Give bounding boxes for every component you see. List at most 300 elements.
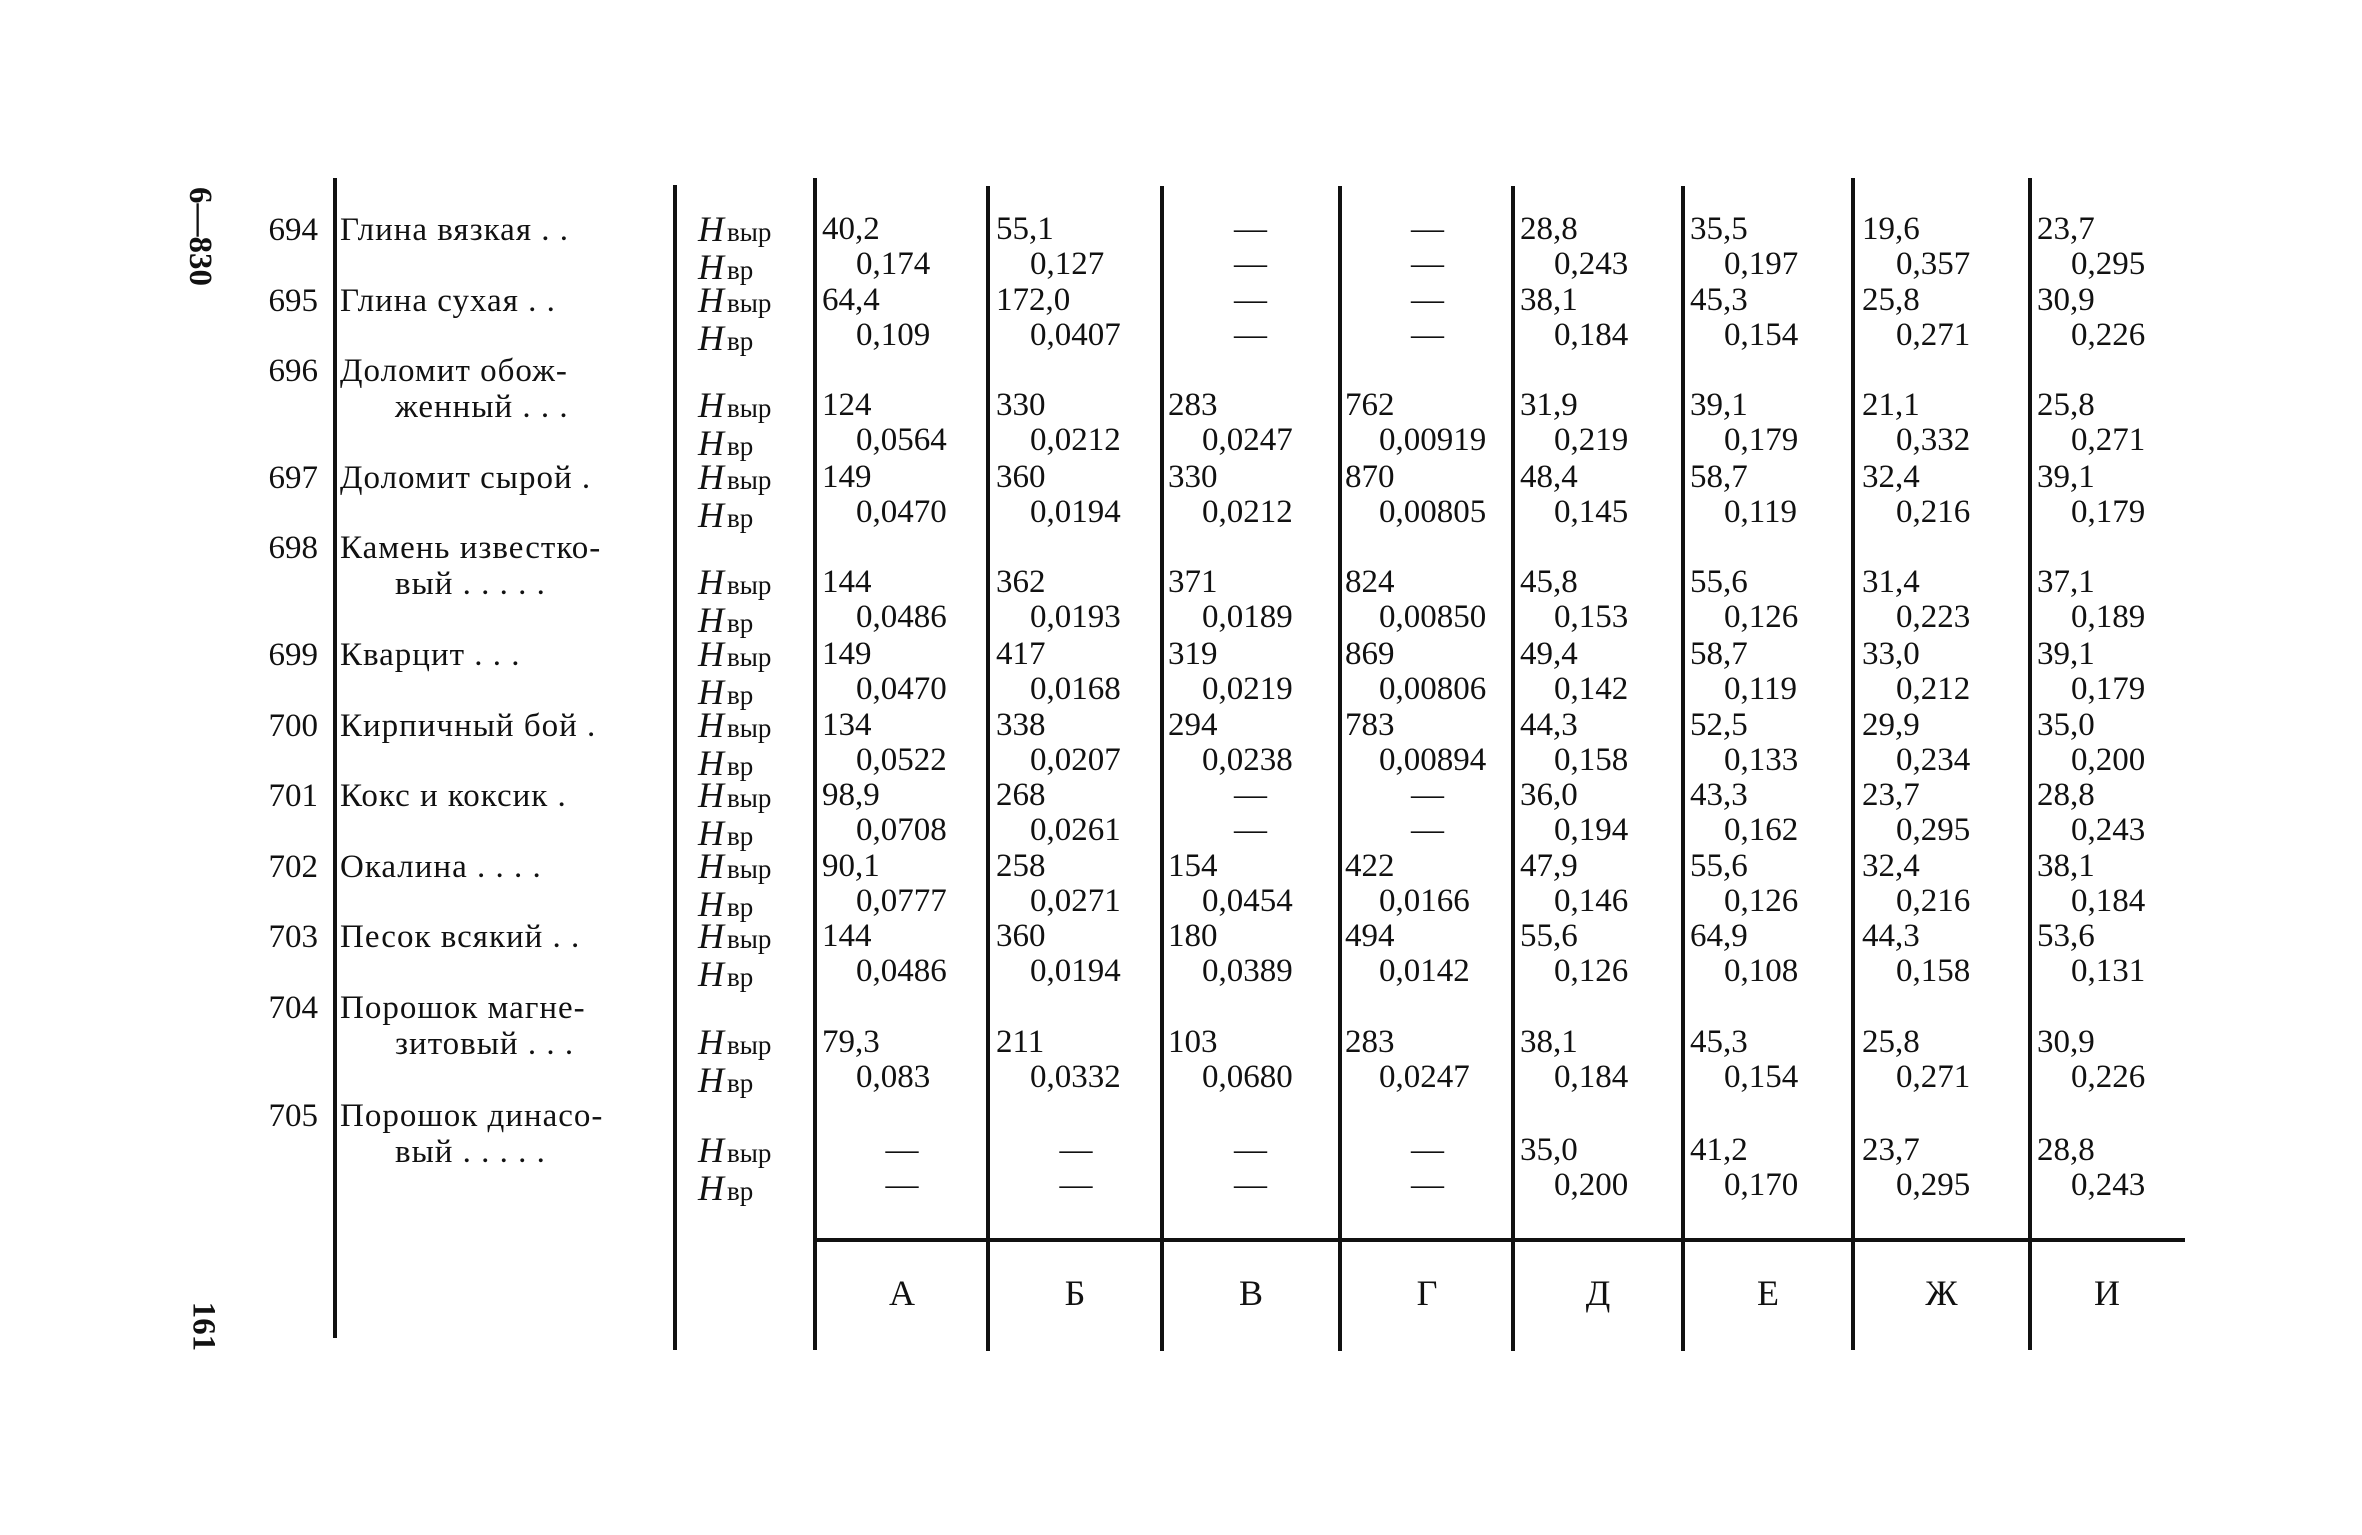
cell-value-vr: 0,126 xyxy=(1554,953,1629,989)
measure-symbol: H xyxy=(698,385,724,425)
table-cell xyxy=(822,1025,982,1095)
table-cell xyxy=(1345,565,1510,635)
cell-value-vyr: 32,4 xyxy=(1862,459,1920,495)
cell-value-vyr: 43,3 xyxy=(1690,777,1748,813)
table-cell xyxy=(1520,708,1675,778)
measure-symbol: H xyxy=(698,318,724,358)
measure-symbol: H xyxy=(698,1130,724,1170)
cell-value-vyr: 45,8 xyxy=(1520,564,1578,600)
table-cell xyxy=(1168,283,1333,353)
cell-value-vr: 0,184 xyxy=(2071,883,2146,919)
material-name-line: Порошок магне- xyxy=(340,990,586,1026)
column-letter: Б xyxy=(1064,1273,1086,1313)
cell-value-vyr: 360 xyxy=(996,459,1046,495)
cell-value-vyr: 330 xyxy=(1168,459,1218,495)
cell-value-vr: 0,119 xyxy=(1724,494,1798,530)
table-cell xyxy=(822,212,982,282)
table-cell xyxy=(1345,1133,1510,1203)
cell-value-vyr: 35,5 xyxy=(1690,211,1748,247)
cell-value-vyr: — xyxy=(1234,777,1267,813)
measure-symbol: H xyxy=(698,600,724,640)
material-name-line: Песок всякий . . xyxy=(340,919,581,955)
cell-value-vyr: — xyxy=(1411,282,1444,318)
table-cell xyxy=(1520,778,1675,848)
cell-value-vyr: 360 xyxy=(996,918,1046,954)
cell-value-vr: 0,00919 xyxy=(1379,422,1487,458)
cell-value-vyr: — xyxy=(1411,777,1444,813)
table-cell xyxy=(1168,849,1333,919)
table-cell xyxy=(822,283,982,353)
cell-value-vyr: 52,5 xyxy=(1690,707,1748,743)
cell-value-vyr: 64,4 xyxy=(822,282,880,318)
cell-value-vr: 0,212 xyxy=(1896,671,1971,707)
cell-value-vr: 0,295 xyxy=(1896,812,1971,848)
measure-symbol: H xyxy=(698,247,724,287)
column-letter: Е xyxy=(1757,1273,1779,1313)
row-number: 700 xyxy=(268,708,318,744)
cell-value-vyr: 45,3 xyxy=(1690,282,1748,318)
table-cell xyxy=(1520,460,1675,530)
table-cell xyxy=(822,849,982,919)
cell-value-vr: 0,0522 xyxy=(856,742,947,778)
table-cell xyxy=(1520,388,1675,458)
cell-value-vr: 0,243 xyxy=(2071,812,2146,848)
measure-symbol: H xyxy=(698,423,724,463)
cell-value-vyr: 41,2 xyxy=(1690,1132,1748,1168)
measure-label-vr xyxy=(698,1060,771,1101)
table-cell xyxy=(1690,388,1845,458)
cell-value-vr: 0,158 xyxy=(1554,742,1629,778)
cell-value-vr: 0,200 xyxy=(2071,742,2146,778)
table-cell xyxy=(822,460,982,530)
measure-subscript: вр xyxy=(727,1176,754,1206)
measure-label-vr xyxy=(698,318,771,359)
table-cell xyxy=(2037,849,2182,919)
cell-value-vyr: 258 xyxy=(996,848,1046,884)
cell-value-vr: 0,0142 xyxy=(1379,953,1470,989)
material-name xyxy=(340,708,670,744)
measure-subscript: выр xyxy=(727,713,772,743)
cell-value-vyr: 44,3 xyxy=(1520,707,1578,743)
cell-value-vr: 0,0486 xyxy=(856,953,947,989)
cell-value-vyr: 90,1 xyxy=(822,848,880,884)
measure-subscript: вр xyxy=(727,751,754,781)
cell-value-vr: 0,0166 xyxy=(1379,883,1470,919)
measure-symbol: H xyxy=(698,495,724,535)
material-name xyxy=(340,283,670,319)
cell-value-vyr: 124 xyxy=(822,387,872,423)
cell-value-vr: — xyxy=(1411,1167,1444,1203)
measure-labels xyxy=(698,634,772,713)
cell-value-vyr: 25,8 xyxy=(2037,387,2095,423)
material-name xyxy=(340,849,670,885)
cell-value-vr: — xyxy=(1234,246,1267,282)
table-cell xyxy=(1862,1133,2022,1203)
cell-value-vr: 0,126 xyxy=(1724,599,1799,635)
material-name-line: Глина сухая . . xyxy=(340,283,556,319)
cell-value-vyr: 44,3 xyxy=(1862,918,1920,954)
cell-value-vr: 0,00894 xyxy=(1379,742,1487,778)
row-number: 705 xyxy=(268,1098,318,1134)
measure-subscript: вр xyxy=(727,962,754,992)
cell-value-vyr: 28,8 xyxy=(2037,777,2095,813)
material-name xyxy=(340,637,670,673)
cell-value-vyr: 53,6 xyxy=(2037,918,2095,954)
measure-symbol: H xyxy=(698,846,724,886)
measure-label-vyr xyxy=(698,280,772,321)
table-cell xyxy=(1690,1025,1845,1095)
measure-subscript: вр xyxy=(727,821,754,851)
cell-value-vyr: 38,1 xyxy=(1520,282,1578,318)
column-letter: И xyxy=(2094,1273,2120,1313)
material-name xyxy=(340,990,670,1062)
cell-value-vyr: 172,0 xyxy=(996,282,1071,318)
measure-subscript: вр xyxy=(727,892,754,922)
measure-label-vyr xyxy=(698,775,772,816)
table-cell xyxy=(1168,778,1333,848)
measure-labels xyxy=(698,280,772,359)
table-cell xyxy=(1520,1025,1675,1095)
measure-labels xyxy=(698,916,772,995)
measure-symbol: H xyxy=(698,1168,724,1208)
table-cell xyxy=(2037,778,2182,848)
cell-value-vr: 0,0389 xyxy=(1202,953,1293,989)
measure-subscript: вр xyxy=(727,680,754,710)
cell-value-vyr: 417 xyxy=(996,636,1046,672)
table-cell xyxy=(1168,460,1333,530)
cell-value-vr: 0,295 xyxy=(1896,1167,1971,1203)
cell-value-vyr: 494 xyxy=(1345,918,1395,954)
material-name xyxy=(340,919,670,955)
cell-value-vr: — xyxy=(1411,246,1444,282)
cell-value-vyr: 29,9 xyxy=(1862,707,1920,743)
cell-value-vr: 0,179 xyxy=(2071,671,2146,707)
cell-value-vyr: 103 xyxy=(1168,1024,1218,1060)
measure-subscript: вр xyxy=(727,431,754,461)
measure-labels xyxy=(698,457,772,536)
cell-value-vr: 0,00806 xyxy=(1379,671,1487,707)
cell-value-vyr: 144 xyxy=(822,918,872,954)
column-letter: Ж xyxy=(1925,1273,1958,1313)
table-cell xyxy=(1168,388,1333,458)
cell-value-vyr: 30,9 xyxy=(2037,1024,2095,1060)
cell-value-vr: 0,158 xyxy=(1896,953,1971,989)
cell-value-vyr: 371 xyxy=(1168,564,1218,600)
material-name-line: вый . . . . . xyxy=(395,1134,546,1170)
cell-value-vyr: 35,0 xyxy=(2037,707,2095,743)
cell-value-vr: 0,0332 xyxy=(1030,1059,1121,1095)
cell-value-vr: 0,0189 xyxy=(1202,599,1293,635)
cell-value-vr: 0,0207 xyxy=(1030,742,1121,778)
measure-labels xyxy=(698,1022,772,1101)
table-cell xyxy=(2037,637,2182,707)
cell-value-vyr: 31,4 xyxy=(1862,564,1920,600)
cell-value-vr: 0,133 xyxy=(1724,742,1799,778)
table-cell xyxy=(1862,212,2022,282)
measure-label-vyr xyxy=(698,634,772,675)
table-cell xyxy=(996,388,1156,458)
material-name-line: вый . . . . . xyxy=(395,566,546,602)
material-name-line: Глина вязкая . . xyxy=(340,212,570,248)
measure-subscript: выр xyxy=(727,465,772,495)
cell-value-vr: 0,154 xyxy=(1724,317,1799,353)
table-cell xyxy=(1345,708,1510,778)
cell-value-vyr: 35,0 xyxy=(1520,1132,1578,1168)
cell-value-vyr: 338 xyxy=(996,707,1046,743)
cell-value-vr: 0,0261 xyxy=(1030,812,1121,848)
cell-value-vyr: 36,0 xyxy=(1520,777,1578,813)
measure-label-vyr xyxy=(698,1130,772,1171)
cell-value-vr: 0,083 xyxy=(856,1059,931,1095)
cell-value-vr: 0,0777 xyxy=(856,883,947,919)
page-number: 161 xyxy=(185,1301,222,1352)
cell-value-vr: 0,0168 xyxy=(1030,671,1121,707)
cell-value-vr: 0,194 xyxy=(1554,812,1629,848)
measure-label-vyr xyxy=(698,1022,772,1063)
measure-labels xyxy=(698,385,772,464)
table-cell xyxy=(2037,919,2182,989)
table-cell xyxy=(1862,283,2022,353)
table-cell xyxy=(1862,460,2022,530)
material-name-line: Камень известко- xyxy=(340,530,602,566)
cell-value-vr: 0,216 xyxy=(1896,883,1971,919)
cell-value-vr: 0,0271 xyxy=(1030,883,1121,919)
row-number: 701 xyxy=(268,778,318,814)
table-cell xyxy=(1690,778,1845,848)
table-cell xyxy=(1862,708,2022,778)
table-cell xyxy=(1862,565,2022,635)
cell-value-vyr: 49,4 xyxy=(1520,636,1578,672)
cell-value-vyr: 23,7 xyxy=(1862,777,1920,813)
cell-value-vr: 0,219 xyxy=(1554,422,1629,458)
measure-symbol: H xyxy=(698,280,724,320)
cell-value-vyr: 144 xyxy=(822,564,872,600)
table-cell xyxy=(2037,388,2182,458)
measure-subscript: вр xyxy=(727,1068,754,1098)
cell-value-vyr: 39,1 xyxy=(2037,636,2095,672)
cell-value-vyr: 362 xyxy=(996,564,1046,600)
cell-value-vr: 0,00850 xyxy=(1379,599,1487,635)
cell-value-vyr: 98,9 xyxy=(822,777,880,813)
measure-subscript: выр xyxy=(727,924,772,954)
cell-value-vyr: 134 xyxy=(822,707,872,743)
cell-value-vyr: 319 xyxy=(1168,636,1218,672)
column-letter: Г xyxy=(1416,1273,1438,1313)
table-cell xyxy=(1345,849,1510,919)
cell-value-vyr: 268 xyxy=(996,777,1046,813)
table-cell xyxy=(996,283,1156,353)
table-cell xyxy=(1520,637,1675,707)
row-number: 702 xyxy=(268,849,318,885)
cell-value-vyr: 55,6 xyxy=(1520,918,1578,954)
cell-value-vyr: 23,7 xyxy=(1862,1132,1920,1168)
cell-value-vyr: 58,7 xyxy=(1690,636,1748,672)
cell-value-vyr: 30,9 xyxy=(2037,282,2095,318)
table-cell xyxy=(2037,460,2182,530)
measure-subscript: выр xyxy=(727,783,772,813)
cell-value-vr: 0,332 xyxy=(1896,422,1971,458)
table-cell xyxy=(1520,212,1675,282)
table-cell xyxy=(1862,637,2022,707)
measure-symbol: H xyxy=(698,954,724,994)
measure-label-vyr xyxy=(698,457,772,498)
cell-value-vyr: 154 xyxy=(1168,848,1218,884)
measure-symbol: H xyxy=(698,705,724,745)
table-cell xyxy=(1168,212,1333,282)
table-cell xyxy=(1345,388,1510,458)
column-letter: Д xyxy=(1585,1273,1611,1313)
table-cell xyxy=(2037,708,2182,778)
cell-value-vyr: 55,6 xyxy=(1690,848,1748,884)
cell-value-vyr: 149 xyxy=(822,636,872,672)
cell-value-vr: 0,127 xyxy=(1030,246,1105,282)
cell-value-vr: 0,179 xyxy=(1724,422,1799,458)
cell-value-vr: 0,184 xyxy=(1554,1059,1629,1095)
row-number: 703 xyxy=(268,919,318,955)
cell-value-vr: 0,271 xyxy=(1896,1059,1971,1095)
table-cell xyxy=(1690,637,1845,707)
material-name-line: Доломит сырой . xyxy=(340,460,592,496)
cell-value-vr: 0,271 xyxy=(1896,317,1971,353)
cell-value-vr: — xyxy=(1059,1167,1093,1203)
cell-value-vr: 0,0219 xyxy=(1202,671,1293,707)
measure-label-vyr xyxy=(698,385,772,426)
column-letter: А xyxy=(889,1273,915,1313)
cell-value-vyr: — xyxy=(1059,1132,1093,1168)
table-cell xyxy=(1345,778,1510,848)
table-cell xyxy=(996,708,1156,778)
cell-value-vr: — xyxy=(1234,317,1267,353)
table-cell xyxy=(2037,565,2182,635)
table-cell xyxy=(1345,283,1510,353)
table-cell xyxy=(996,212,1156,282)
cell-value-vr: 0,0486 xyxy=(856,599,947,635)
cell-value-vr: 0,189 xyxy=(2071,599,2146,635)
cell-value-vyr: 283 xyxy=(1345,1024,1395,1060)
measure-subscript: выр xyxy=(727,570,772,600)
cell-value-vyr: 283 xyxy=(1168,387,1218,423)
cell-value-vyr: 870 xyxy=(1345,459,1395,495)
cell-value-vyr: 180 xyxy=(1168,918,1218,954)
measure-subscript: вр xyxy=(727,326,754,356)
column-letter: В xyxy=(1238,1273,1263,1313)
table-cell xyxy=(996,565,1156,635)
cell-value-vr: 0,179 xyxy=(2071,494,2146,530)
cell-value-vr: 0,0564 xyxy=(856,422,947,458)
measure-symbol: H xyxy=(698,562,724,602)
table-cell xyxy=(1168,1025,1333,1095)
table-cell xyxy=(996,460,1156,530)
material-name xyxy=(340,1098,670,1170)
cell-value-vr: 0,109 xyxy=(856,317,931,353)
measure-symbol: H xyxy=(698,209,724,249)
cell-value-vr: 0,271 xyxy=(2071,422,2146,458)
cell-value-vyr: 23,7 xyxy=(2037,211,2095,247)
material-name-line: Кирпичный бой . xyxy=(340,708,597,744)
cell-value-vr: 0,0470 xyxy=(856,494,947,530)
table-cell xyxy=(1168,708,1333,778)
cell-value-vr: 0,184 xyxy=(1554,317,1629,353)
cell-value-vyr: 33,0 xyxy=(1862,636,1920,672)
cell-value-vr: 0,234 xyxy=(1896,742,1971,778)
table-cell xyxy=(1690,919,1845,989)
cell-value-vr: 0,153 xyxy=(1554,599,1629,635)
measure-label-vr xyxy=(698,954,771,995)
table-cell xyxy=(1690,849,1845,919)
table-cell xyxy=(1345,637,1510,707)
cell-value-vyr: 25,8 xyxy=(1862,1024,1920,1060)
table-cell xyxy=(996,919,1156,989)
row-number: 704 xyxy=(268,990,318,1026)
measure-labels xyxy=(698,705,772,784)
cell-value-vr: — xyxy=(1411,812,1444,848)
table-cell xyxy=(1345,460,1510,530)
cell-value-vr: 0,226 xyxy=(2071,1059,2146,1095)
material-name-line: Кокс и коксик . xyxy=(340,778,567,814)
cell-value-vyr: 45,3 xyxy=(1690,1024,1748,1060)
cell-value-vr: 0,216 xyxy=(1896,494,1971,530)
table-cell xyxy=(996,849,1156,919)
measure-label-vr xyxy=(698,495,771,536)
cell-value-vr: 0,174 xyxy=(856,246,931,282)
table-cell xyxy=(1520,919,1675,989)
row-number: 694 xyxy=(268,212,318,248)
table-cell xyxy=(2037,283,2182,353)
cell-value-vr: — xyxy=(1234,812,1267,848)
cell-value-vr: 0,0212 xyxy=(1030,422,1121,458)
measure-symbol: H xyxy=(698,775,724,815)
table-cell xyxy=(1168,637,1333,707)
measure-labels xyxy=(698,1130,772,1209)
measure-subscript: выр xyxy=(727,217,772,247)
table-cell xyxy=(1520,849,1675,919)
cell-value-vr: 0,0708 xyxy=(856,812,947,848)
cell-value-vr: 0,170 xyxy=(1724,1167,1799,1203)
table-cell xyxy=(1690,460,1845,530)
cell-value-vr: 0,146 xyxy=(1554,883,1629,919)
cell-value-vr: — xyxy=(1411,317,1444,353)
cell-value-vyr: 79,3 xyxy=(822,1024,880,1060)
cell-value-vyr: 55,6 xyxy=(1690,564,1748,600)
row-number: 697 xyxy=(268,460,318,496)
table-cell xyxy=(822,919,982,989)
cell-value-vyr: 38,1 xyxy=(2037,848,2095,884)
material-name xyxy=(340,778,670,814)
cell-value-vr: 0,0247 xyxy=(1379,1059,1470,1095)
table-cell xyxy=(1862,1025,2022,1095)
measure-symbol: H xyxy=(698,634,724,674)
measure-labels xyxy=(698,846,772,925)
cell-value-vr: 0,108 xyxy=(1724,953,1799,989)
row-number: 698 xyxy=(268,530,318,566)
measure-symbol: H xyxy=(698,743,724,783)
cell-value-vr: 0,226 xyxy=(2071,317,2146,353)
cell-value-vyr: 58,7 xyxy=(1690,459,1748,495)
measure-subscript: вр xyxy=(727,503,754,533)
table-cell xyxy=(1690,212,1845,282)
row-number: 695 xyxy=(268,283,318,319)
table-cell xyxy=(996,1133,1156,1203)
cell-value-vyr: 19,6 xyxy=(1862,211,1920,247)
measure-symbol: H xyxy=(698,457,724,497)
table-cell xyxy=(1168,565,1333,635)
cell-value-vr: 0,126 xyxy=(1724,883,1799,919)
material-name-line: Доломит обож- xyxy=(340,353,568,389)
table-cell xyxy=(1690,1133,1845,1203)
measure-subscript: выр xyxy=(727,1030,772,1060)
table-cell xyxy=(1345,212,1510,282)
cell-value-vyr: 294 xyxy=(1168,707,1218,743)
